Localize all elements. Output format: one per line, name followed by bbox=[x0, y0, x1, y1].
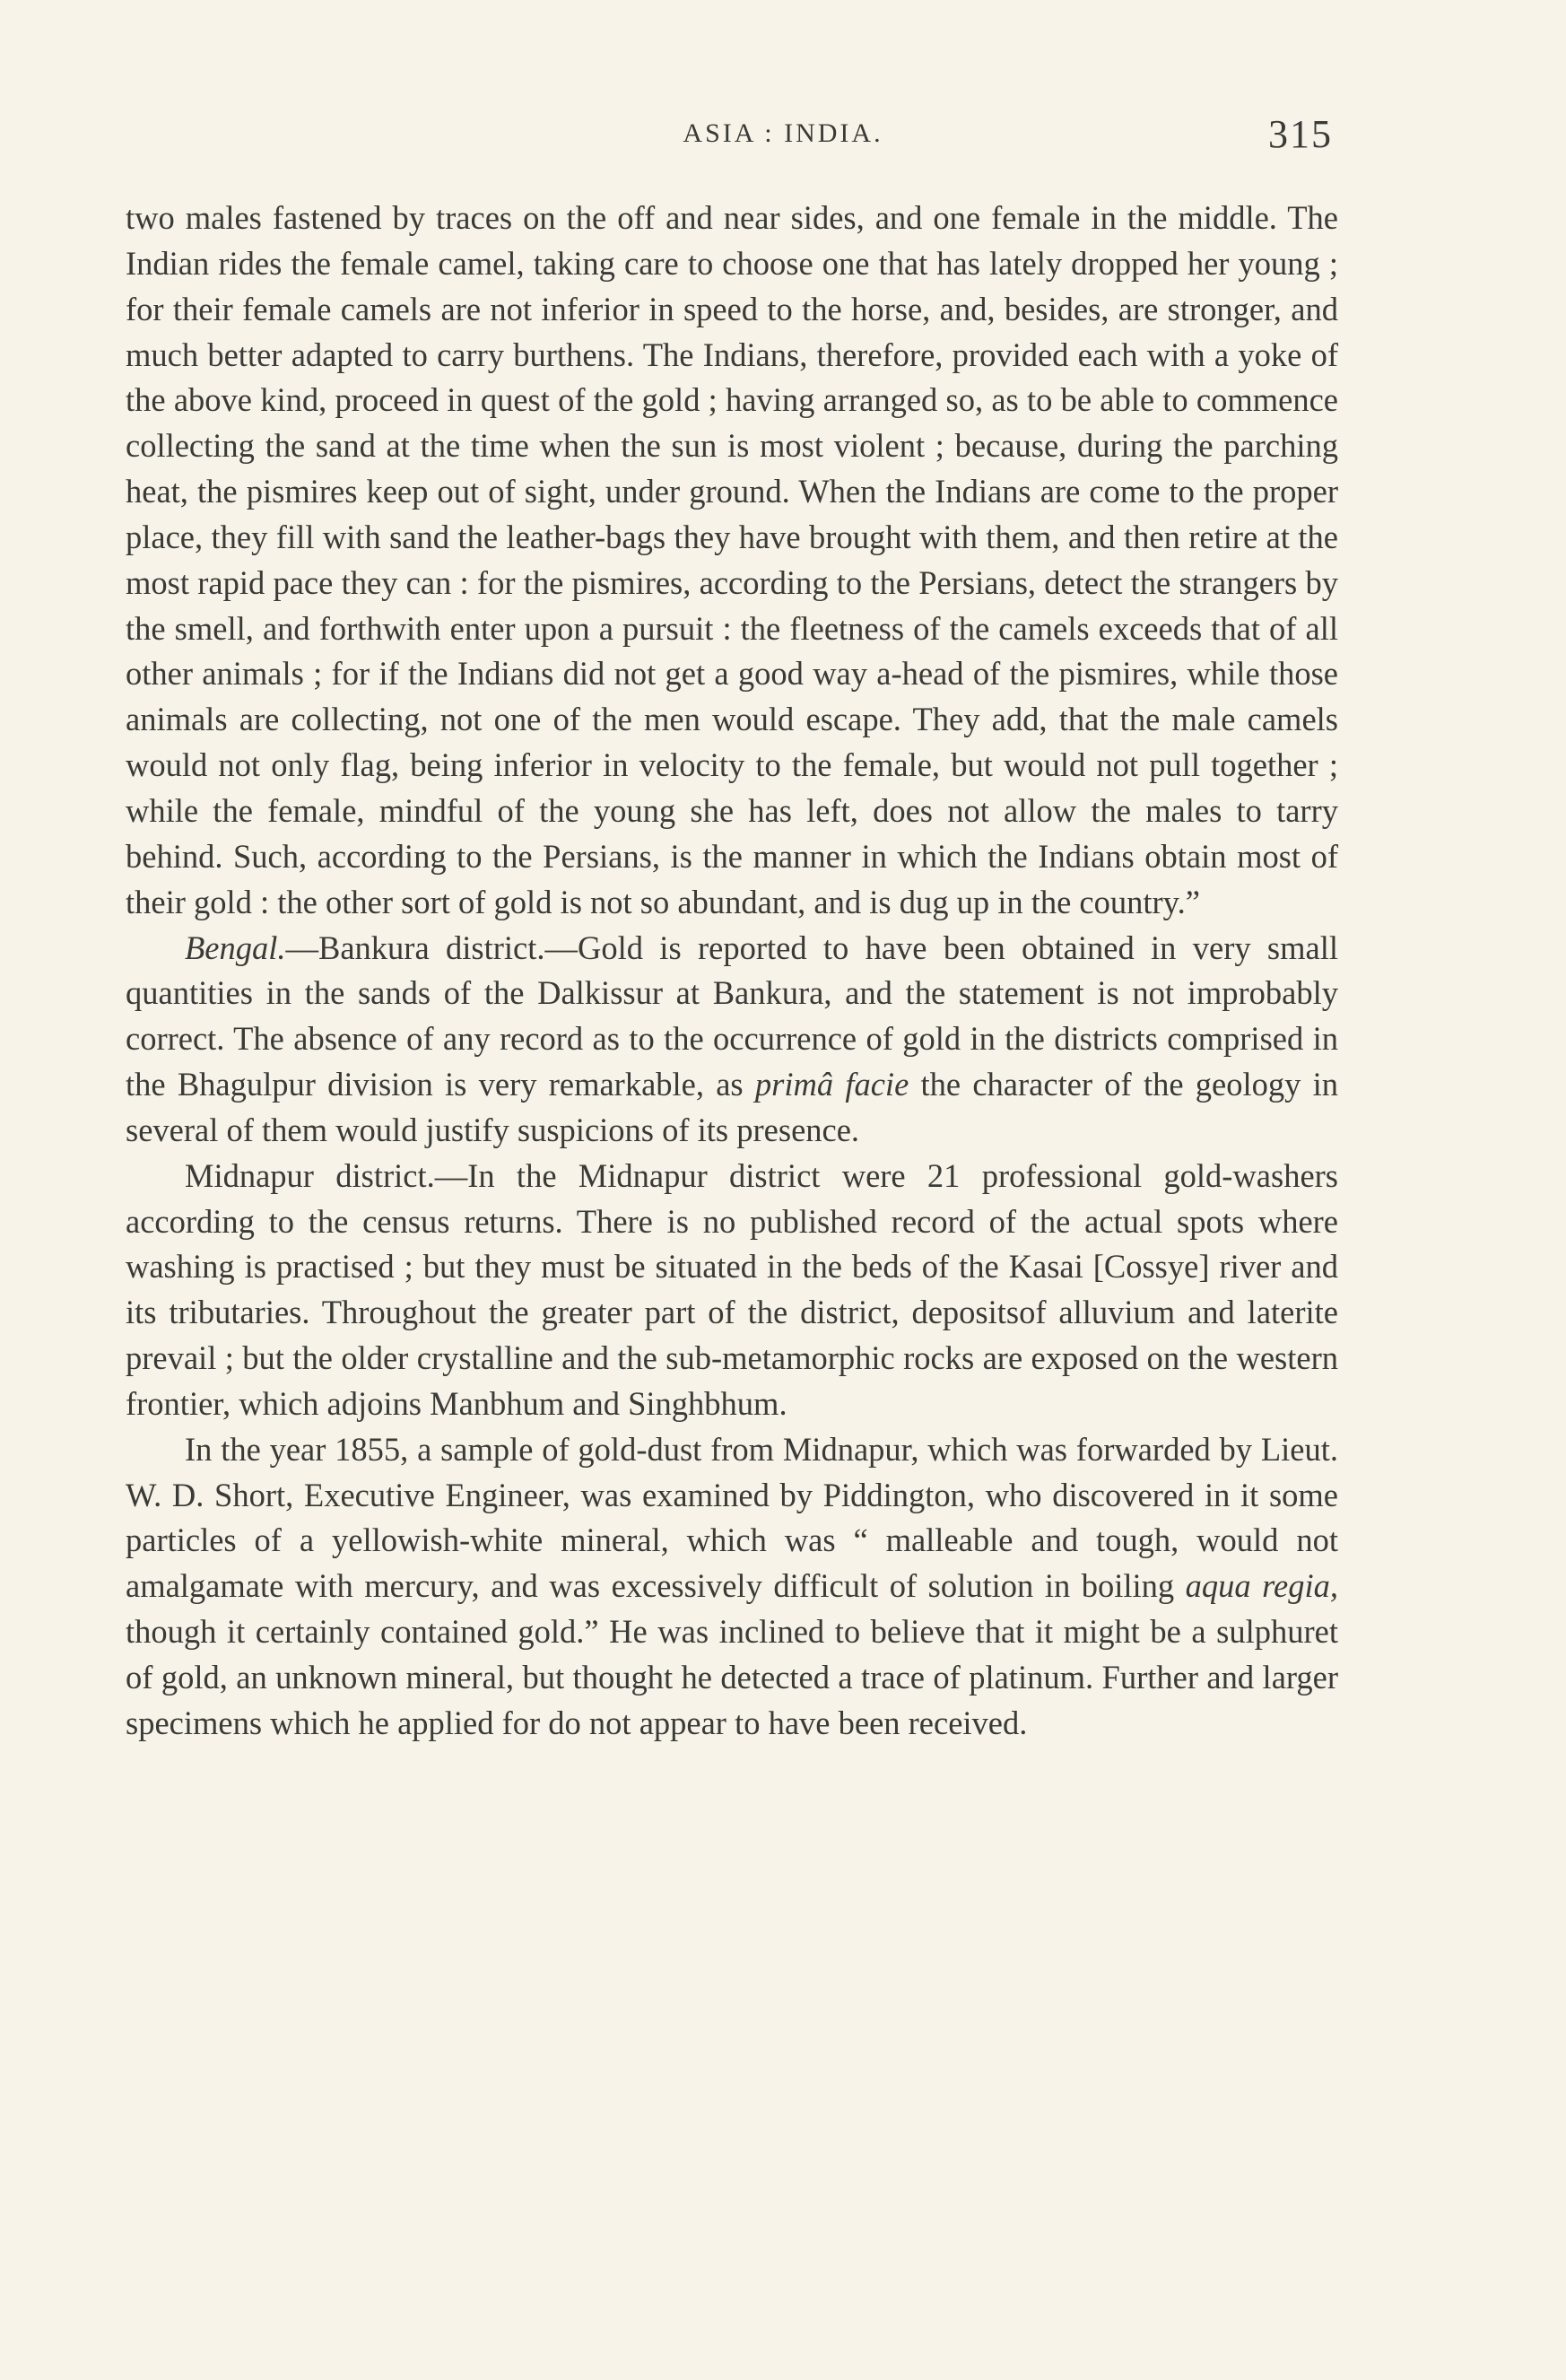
text-segment: Midnapur district.—In the Midnapur district were 21 professional gold-washers according to the census returns. There is no published record of the actual spots where washing is practised ; but they must be situated in the beds of the Kasai [Cossye] river and its tributaries. Throughout the greater part of the district, depositsof alluvium and laterite prevail ; but the older crystalline and the sub-metamorphic rocks are exposed on the western frontier, which adjoins Manbhum and Singhbhum. bbox=[126, 1156, 1338, 1422]
paragraph bbox=[126, 1154, 1338, 1427]
text-segment: the character of the geology in several of them would justify suspicions of its presence. bbox=[126, 1066, 1339, 1148]
text-segment: two males fastened by traces on the off and near sides, and one female in the middle. The Indian rides the female camel, taking care to choose one that has lately dropped her young ; for their female camels are not inferior in speed to the horse, and, besides, are stronger, and much better adapted to carry burthens. The Indians, therefore, provided each with a yoke of the above kind, proceed in quest of the gold ; having arranged so, as to be able to commence collecting the sand at the time when the sun is most violent ; because, during the parching heat, the pismires keep out of sight, under ground. When the Indians are come to the proper place, they fill with sand the leather-bags they have brought with them, and then retire at the most rapid pace they can : for the pismires, according to the Persians, detect the strangers by the smell, and forthwith enter upon a pursuit : the fleetness of the camels exceeds that of all other animals ; for if the Indians did not get a good way a-head of the pismires, while those animals are collecting, not one of the men would escape. They add, that the male camels would not only flag, being inferior in velocity to the female, but would not pull together ; while the female, mindful of the young she has left, does not allow the males to tarry behind. Such, according to the Persians, is the manner in which the Indians obtain most of their gold : the other sort of gold is not so abundant, and is dug up in the country.” bbox=[126, 199, 1338, 920]
section-heading-bengal: Bengal. bbox=[185, 928, 286, 966]
paragraph bbox=[126, 196, 1338, 926]
paragraph bbox=[126, 926, 1338, 1154]
running-head bbox=[0, 112, 1566, 169]
running-title: ASIA : INDIA. bbox=[683, 118, 883, 148]
text-segment: though it certainly contained gold.” He was inclined to believe that it might be a sulphuret of gold, an unknown mineral, but thought he detected a trace of platinum. Further and larger specimens which he applied for do not appear to have been received. bbox=[126, 1613, 1338, 1741]
latin-phrase: aqua regia, bbox=[1185, 1567, 1338, 1605]
page-number: 315 bbox=[1268, 112, 1333, 156]
body-text bbox=[126, 196, 1338, 1747]
text-segment: —Bankura district.—Gold is reported to have been obtained in very small quantities in the sands of the Dalkissur at Bankura, and the statement is not improbably correct. The absence of any record as to the occurrence of gold in the districts comprised in the Bhagulpur division is very remarkable, as bbox=[126, 928, 1338, 1103]
paragraph bbox=[126, 1427, 1338, 1747]
text-segment: In the year 1855, a sample of gold-dust from Midnapur, which was forwarded by Lieut. W. D. Short, Executive Engineer, was examined by Piddington, who discovered in it some particles of a yellowish-white mineral, which was “ malleable and tough, would not amalgamate with mercury, and was excessively difficult of solution in boiling bbox=[126, 1430, 1338, 1605]
latin-phrase: primâ facie bbox=[754, 1066, 909, 1103]
